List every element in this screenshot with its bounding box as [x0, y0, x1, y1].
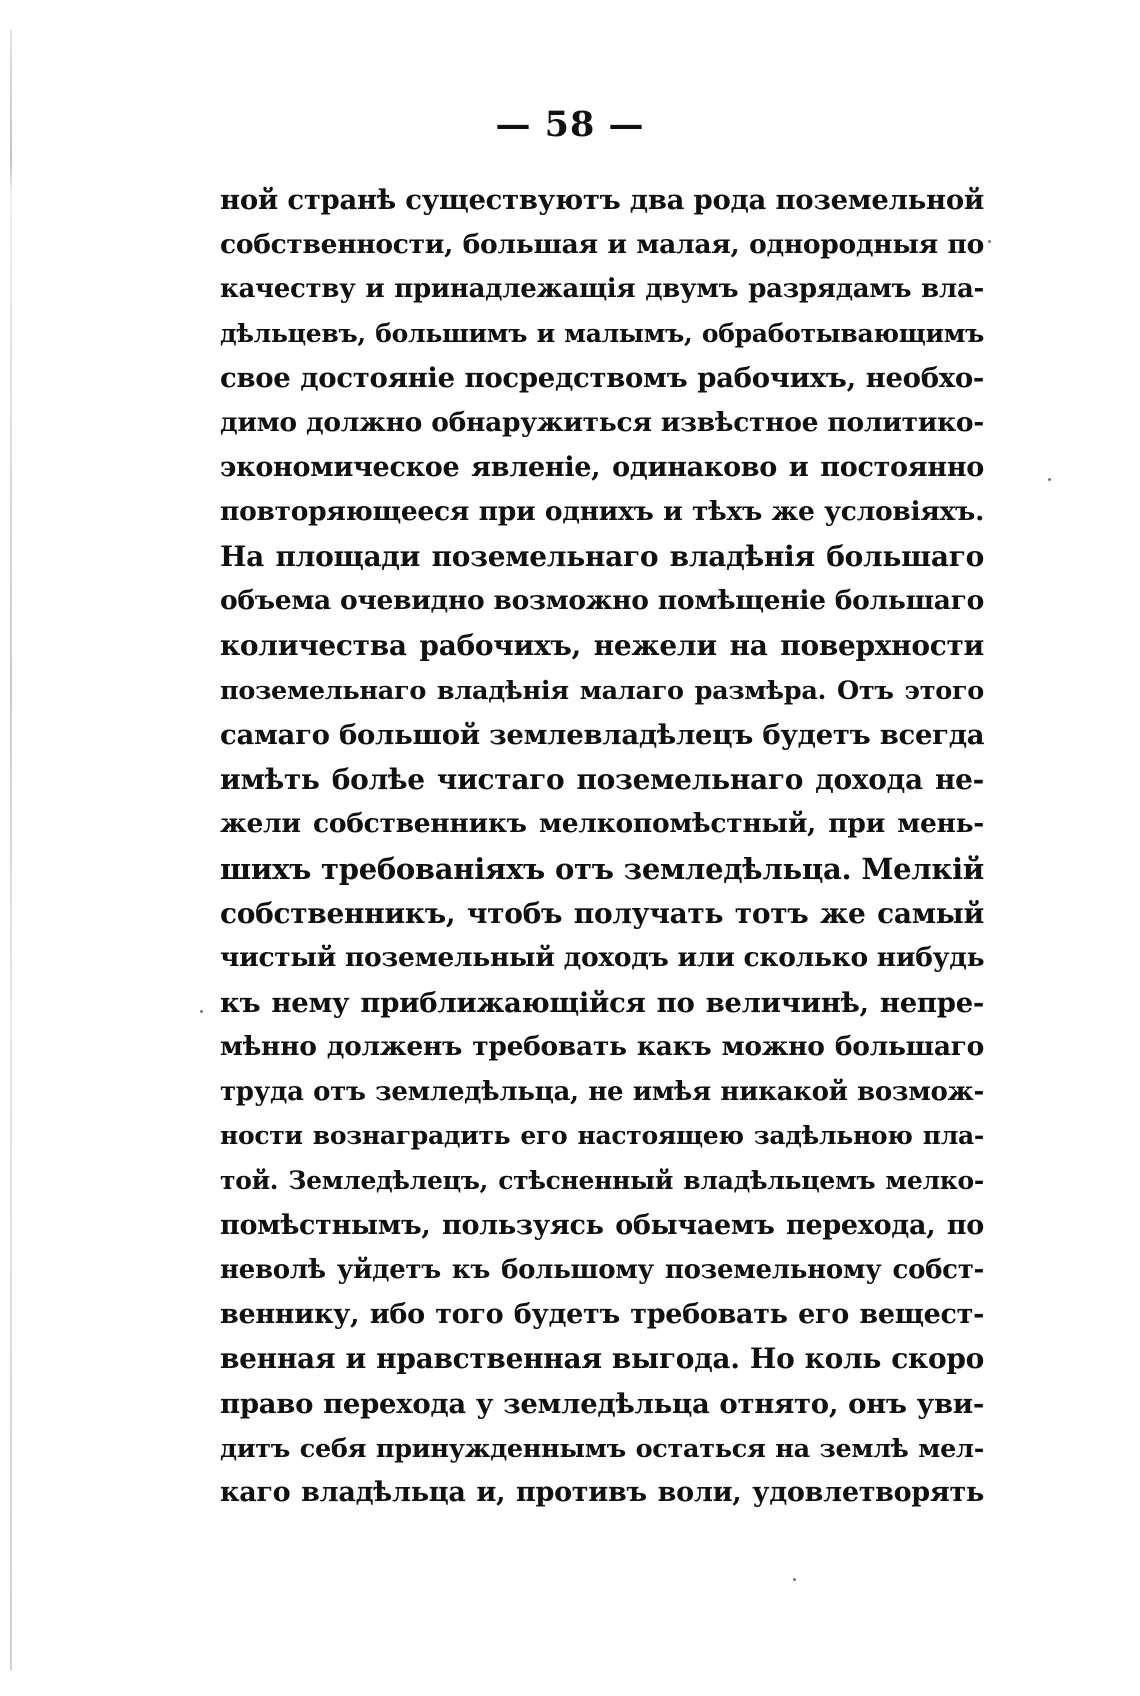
scan-speck [1048, 478, 1051, 481]
text-line: шихъ требованіяхъ отъ земледѣльца. Мелкій [220, 851, 984, 886]
text-line: право перехода у земледѣльца отнято, онъ уви- [220, 1388, 984, 1421]
text-line: веннику, ибо того будетъ требовать его вещест- [220, 1298, 984, 1330]
text-line: качеству и принадлежащія двумъ разрядамъ вла- [220, 274, 984, 305]
text-line: чистый поземельный доходъ или сколько нибудь [220, 942, 984, 974]
text-line: собственности, большая и малая, однородныя по [220, 228, 984, 260]
scan-speck [793, 1578, 796, 1581]
text-line: свое достояніе посредствомъ рабочихъ, необхо- [220, 362, 984, 395]
text-line: каго владѣльца и, противъ воли, удовлетворять [220, 1477, 984, 1509]
text-line: къ нему приближающійся по величинѣ, непре- [220, 986, 984, 1019]
text-line: дѣльцевъ, большимъ и малымъ, обработывающимъ [220, 318, 984, 348]
scan-edge-shadow [10, 30, 12, 1670]
text-line: На площади поземельнаго владѣнія большаго [220, 539, 984, 573]
text-line: димо должно обнаружиться извѣстное политико- [220, 406, 984, 438]
text-line: жели собственникъ мелкопомѣстный, при мень- [220, 808, 984, 840]
text-line: венная и нравственная выгода. Но коль скоро [220, 1342, 984, 1376]
text-line: помѣстнымъ, пользуясь обычаемъ перехода, по [220, 1209, 984, 1241]
scan-speck [988, 240, 991, 243]
text-line: ности вознаградить его настоящею задѣльною пла- [220, 1121, 984, 1151]
text-line: количества рабочихъ, нежели на поверхности [220, 628, 984, 662]
text-line: имѣть болѣе чистаго поземельнаго дохода не- [220, 762, 984, 796]
scan-speck [200, 1010, 203, 1013]
text-line: повторяющееся при однихъ и тѣхъ же условіяхъ. [220, 496, 984, 528]
text-line: труда отъ земледѣльца, не имѣя никакой возмож- [220, 1076, 984, 1107]
text-line: собственникъ, чтобъ получать тотъ же самый [220, 896, 984, 930]
text-line: объема очевидно возможно помѣщеніе большаго [220, 585, 984, 617]
text-line: неволѣ уйдетъ къ большому поземельному собст- [220, 1255, 984, 1286]
text-line: ной странѣ существуютъ два рода поземельной [220, 184, 984, 216]
text-line: дитъ себя принужденнымъ остаться на землѣ мел- [220, 1433, 984, 1464]
body-text [220, 178, 984, 1516]
text-line: самаго большой землевладѣлецъ будетъ всегда [220, 719, 984, 752]
page-number: — 58 — [495, 104, 645, 145]
text-line: мѣнно долженъ требовать какъ можно большаго [220, 1031, 984, 1063]
text-line: поземельнаго владѣнія малаго размѣра. Отъ этого [220, 675, 984, 706]
text-line: экономическое явленіе, одинаково и постоянно [220, 451, 984, 483]
text-line: той. Земледѣлецъ, стѣсненный владѣльцемъ мелко- [220, 1166, 984, 1196]
